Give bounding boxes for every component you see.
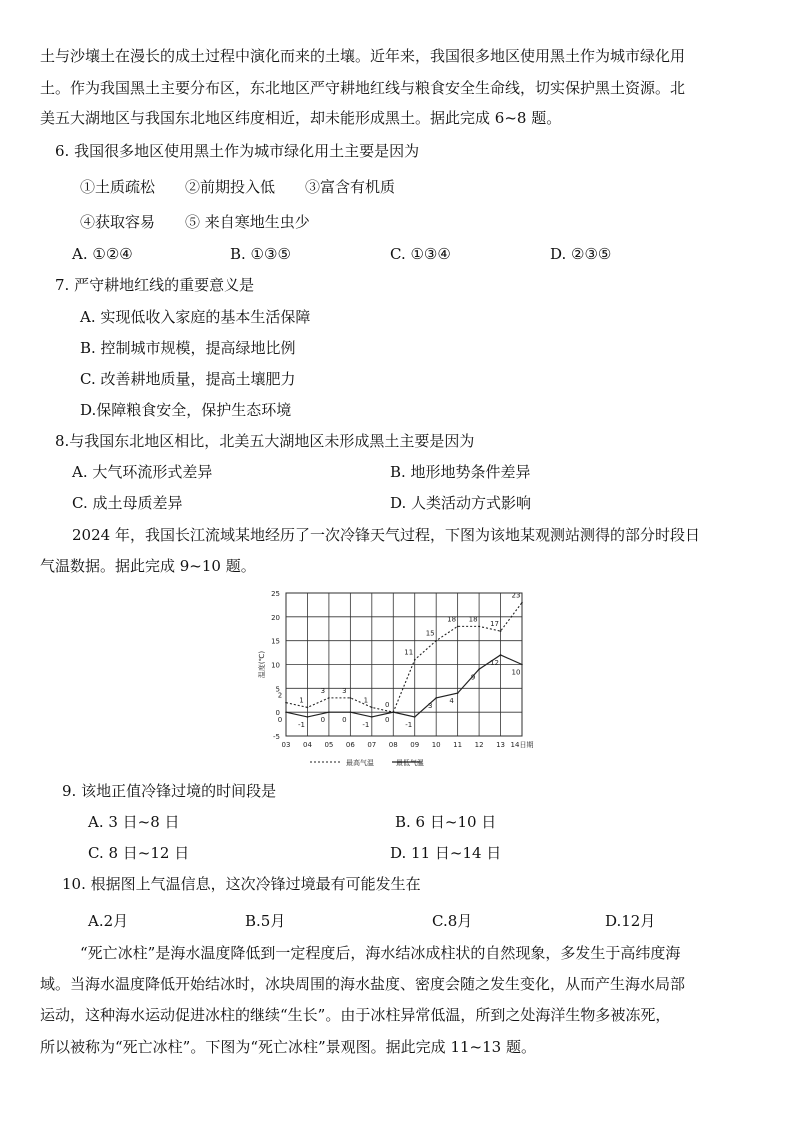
max-temp-data-label: 23 [511,591,521,600]
legend-max-label: 最高气温 [346,759,374,767]
max-temp-data-label: 11 [404,648,414,657]
temperature-line-chart [250,585,550,770]
intro2-line-2: 气温数据。据此完成 9~10 题。 [40,557,256,575]
y-axis-label: 温度(℃) [258,650,266,679]
x-tick-label: 08 [388,741,398,749]
x-tick-label: 06 [345,741,355,749]
intro2-line-1: 2024 年，我国长江流域某地经历了一次冷锋天气过程，下图为该地某观测站测得的部分时段日 [72,526,700,544]
min-temp-point [478,668,480,670]
q6-item-4: ④获取容易 [80,213,156,231]
max-temp-data-label: 1 [363,696,369,705]
max-temp-point [478,626,480,628]
intro-line-1: 土与沙壤土在漫长的成土过程中演化而来的土壤。近年来，我国很多地区使用黑土作为城市绿化用 [40,47,686,65]
max-temp-data-label: 2 [277,691,283,700]
y-tick-label: 25 [271,590,280,598]
max-temp-data-label: 0 [385,701,390,710]
min-temp-data-label: -1 [362,720,370,729]
max-temp-data-label: 18 [468,615,478,624]
y-tick-label: 5 [275,685,280,694]
q6-option-b[interactable]: B. ①③⑤ [230,245,291,263]
min-temp-point [371,716,373,718]
q6-option-a[interactable]: A. ①②④ [72,245,133,263]
q6-item-1: ①土质疏松 [80,178,156,196]
q9-stem: 9. 该地正值冷锋过境的时间段是 [62,782,277,800]
min-temp-point [285,711,287,713]
q8-option-d[interactable]: D. 人类活动方式影响 [390,494,532,512]
intro3-line-1: “死亡冰柱”是海水温度降低到一定程度后，海水结冰成柱状的自然现象，多发生于高纬度海 [80,944,681,962]
q8-option-a[interactable]: A. 大气环流形式差异 [72,463,213,481]
x-tick-label: 04 [302,741,312,749]
x-tick-label: 03 [281,741,291,749]
x-tick-label: 14日期 [510,741,534,749]
q10-option-a[interactable]: A.2月 [88,912,129,930]
max-temp-line [286,603,522,713]
y-tick-label: -5 [273,733,280,741]
q7-option-c[interactable]: C. 改善耕地质量，提高土壤肥力 [80,370,296,388]
q6-item-2: ②前期投入低 [185,178,276,196]
q10-option-c[interactable]: C.8月 [432,912,473,930]
max-temp-data-label: 3 [342,686,347,695]
q10-option-b[interactable]: B.5月 [245,912,286,930]
q8-stem: 8.与我国东北地区相比，北美五大湖地区未形成黑土主要是因为 [55,432,475,450]
q9-option-c[interactable]: C. 8 日~12 日 [88,844,190,862]
q9-option-a[interactable]: A. 3 日~8 日 [88,813,180,831]
q7-option-b[interactable]: B. 控制城市规模，提高绿地比例 [80,339,296,357]
min-temp-data-label: -1 [297,720,305,729]
x-tick-label: 12 [474,741,484,749]
max-temp-data-label: 1 [299,696,304,705]
min-temp-data-label: 3 [427,701,433,710]
max-temp-point [285,702,287,704]
min-temp-data-label: 9 [470,673,476,682]
q7-stem: 7. 严守耕地红线的重要意义是 [55,276,255,294]
intro3-line-4: 所以被称为“死亡冰柱”。下图为“死亡冰柱”景观图。据此完成 11~13 题。 [40,1038,536,1056]
min-temp-point [435,697,437,699]
q6-option-c[interactable]: C. ①③④ [390,245,451,263]
min-temp-point [307,716,309,718]
min-temp-point [350,711,352,713]
intro3-line-3: 运动，这种海水运动促进冰柱的继续“生长”。由于冰柱异常低温，所到之处海洋生物多被冻死， [40,1006,671,1024]
min-temp-data-label: 0 [385,716,390,725]
min-temp-point [414,716,416,718]
q6-option-d[interactable]: D. ②③⑤ [550,245,612,263]
x-tick-label: 11 [453,741,463,749]
max-temp-point [350,697,352,699]
max-temp-point [307,707,309,709]
y-tick-label: 10 [271,661,280,670]
intro3-line-2: 域。当海水温度降低开始结冰时，冰块周围的海水盐度、密度会随之发生变化，从而产生海水局部 [40,975,686,993]
x-tick-label: 05 [324,741,334,749]
min-temp-data-label: 12 [490,658,500,667]
max-temp-point [414,659,416,661]
x-tick-label: 09 [410,741,420,749]
max-temp-point [328,697,330,699]
min-temp-data-label: 0 [342,716,347,725]
min-temp-point [457,692,459,694]
q8-option-b[interactable]: B. 地形地势条件差异 [390,463,531,481]
min-temp-data-label: 0 [320,716,326,725]
max-temp-point [521,602,523,604]
q10-stem: 10. 根据图上气温信息，这次冷锋过境最有可能发生在 [62,875,421,893]
min-temp-data-label: -1 [405,720,413,729]
q6-item-3: ③富含有机质 [305,178,396,196]
min-temp-point [392,711,394,713]
max-temp-point [500,630,502,632]
q10-option-d[interactable]: D.12月 [605,912,656,930]
intro-line-3: 美五大湖地区与我国东北地区纬度相近，却未能形成黑土。据此完成 6~8 题。 [40,109,562,127]
max-temp-data-label: 15 [425,629,435,638]
q8-option-c[interactable]: C. 成土母质差异 [72,494,183,512]
intro-line-2: 土。作为我国黑土主要分布区，东北地区严守耕地红线与粮食安全生命线，切实保护黑土资源。北 [40,79,686,97]
max-temp-point [457,626,459,628]
min-temp-data-label: 0 [277,716,283,725]
legend-min-label: 最低气温 [396,759,424,767]
max-temp-point [435,640,437,642]
q7-option-a[interactable]: A. 实现低收入家庭的基本生活保障 [80,308,311,326]
max-temp-data-label: 18 [447,615,457,624]
max-temp-point [371,707,373,709]
x-tick-label: 07 [367,741,377,749]
min-temp-data-label: 4 [449,697,454,706]
min-temp-data-label: 10 [511,668,521,677]
y-tick-label: 15 [271,637,280,646]
q9-option-b[interactable]: B. 6 日~10 日 [395,813,497,831]
q7-option-d[interactable]: D.保障粮食安全，保护生态环境 [80,401,292,419]
max-temp-data-label: 17 [490,620,500,629]
y-tick-label: 0 [275,709,280,718]
min-temp-point [500,654,502,656]
x-tick-label: 13 [496,741,506,749]
min-temp-point [521,664,523,666]
q6-stem: 6. 我国很多地区使用黑土作为城市绿化用土主要是因为 [55,142,420,160]
q9-option-d[interactable]: D. 11 日~14 日 [390,844,502,862]
min-temp-point [328,711,330,713]
x-tick-label: 10 [431,741,441,749]
max-temp-data-label: 3 [320,686,326,695]
q6-item-5: ⑤ 来自寒地生虫少 [185,213,310,231]
y-tick-label: 20 [271,613,280,622]
